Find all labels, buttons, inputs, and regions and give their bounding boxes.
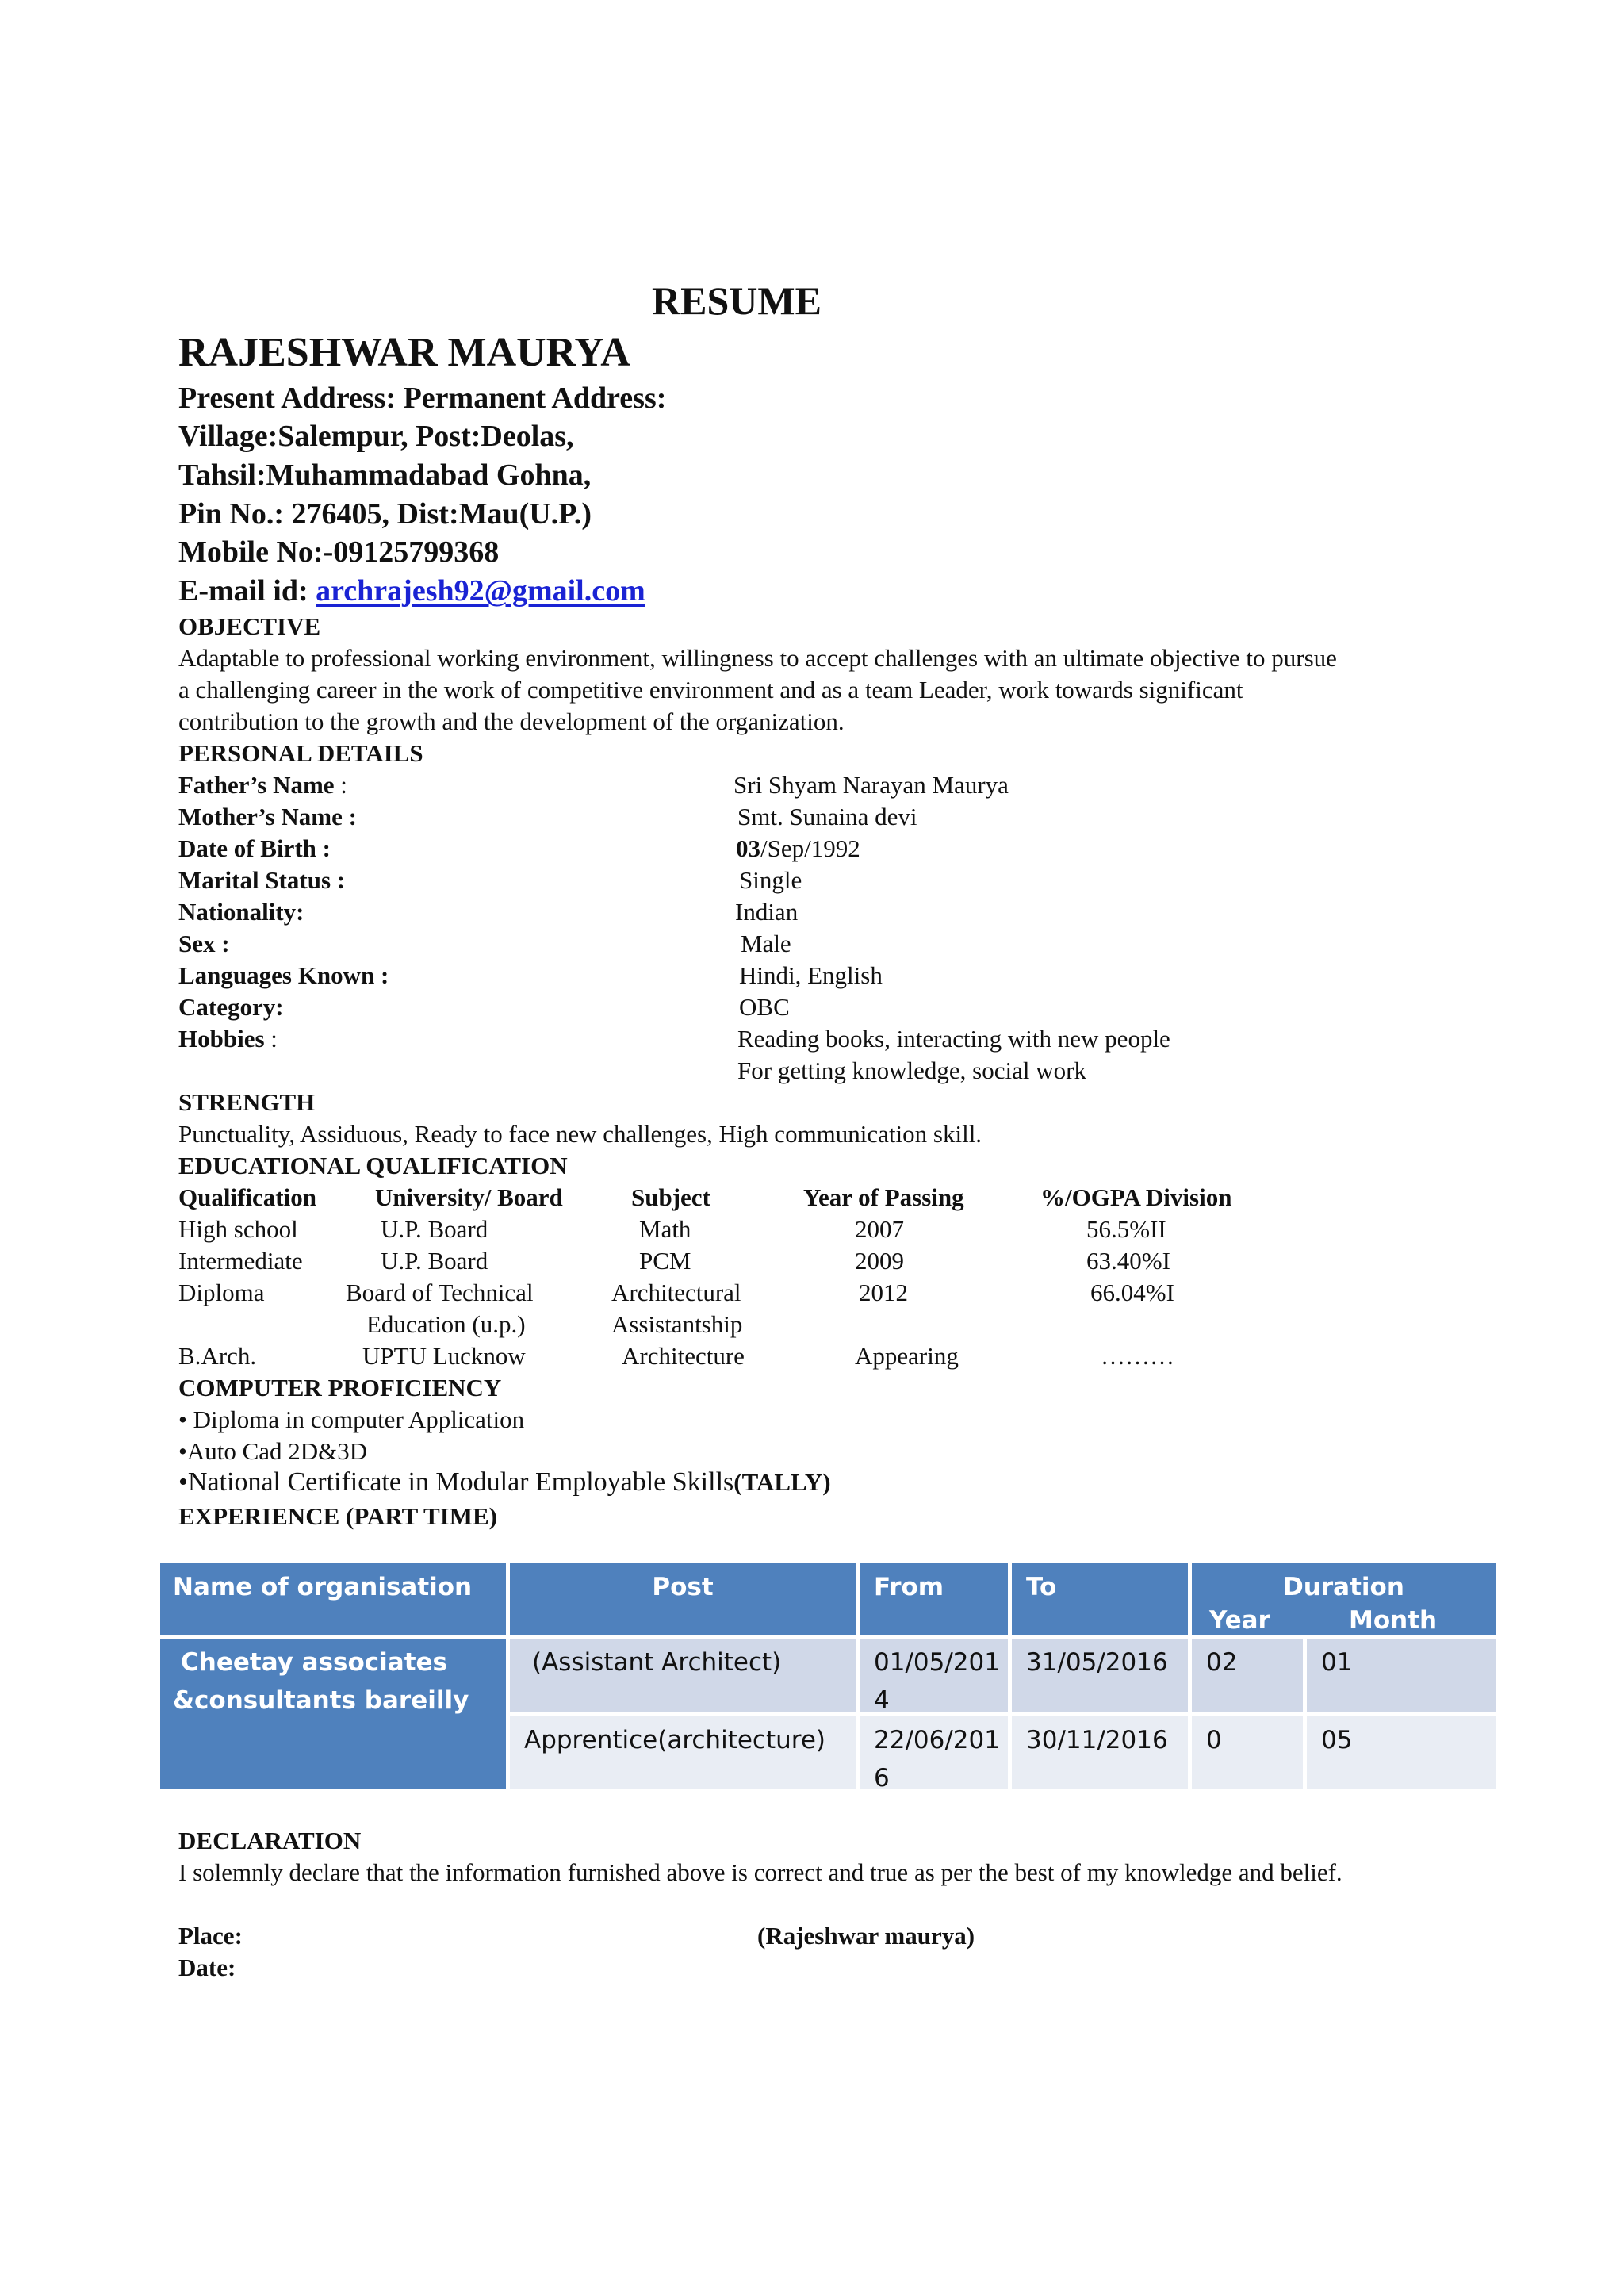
education-cell: Diploma: [178, 1279, 265, 1306]
education-cell: 2009: [855, 1247, 904, 1275]
education-column-header: Subject: [631, 1183, 710, 1211]
education-cell: PCM: [639, 1247, 691, 1275]
education-column-header: %/OGPA Division: [1040, 1183, 1232, 1211]
personal-details-heading: PERSONAL DETAILS: [178, 739, 423, 767]
personal-value: [736, 834, 860, 863]
personal-label: Marital Status :: [178, 866, 346, 894]
education-cell: Architectural: [611, 1279, 741, 1306]
education-column-header: Year of Passing: [803, 1183, 964, 1211]
personal-row: [178, 771, 347, 799]
email-label: E-mail id:: [178, 574, 316, 608]
personal-value: Smt. Sunaina devi: [737, 803, 917, 830]
personal-label: Category:: [178, 993, 284, 1021]
education-cell: 66.04%I: [1090, 1279, 1174, 1306]
computer-item: [178, 1467, 831, 1497]
education-cell: 2012: [859, 1279, 908, 1306]
computer-item: •Auto Cad 2D&3D: [178, 1437, 368, 1465]
education-cell: 63.40%I: [1086, 1247, 1170, 1275]
experience-heading: EXPERIENCE (PART TIME): [178, 1502, 497, 1530]
table-header-org: Name of organisation: [160, 1563, 506, 1635]
personal-label: Mother’s Name :: [178, 803, 357, 830]
personal-value: For getting knowledge, social work: [737, 1056, 1086, 1084]
objective-heading: OBJECTIVE: [178, 612, 321, 640]
table-cell-post: Apprentice(architecture): [510, 1716, 856, 1789]
table-header-to: To: [1012, 1563, 1188, 1635]
signature-name: (Rajeshwar maurya): [757, 1922, 975, 1950]
education-cell: 2007: [855, 1215, 904, 1243]
education-cell: ………: [1101, 1342, 1174, 1370]
personal-value: Single: [739, 866, 802, 894]
table-cell-from: [860, 1716, 1008, 1793]
table-cell-organisation: [160, 1639, 506, 1789]
declaration-heading: DECLARATION: [178, 1827, 362, 1854]
table-cell-month: 05: [1307, 1716, 1496, 1789]
personal-value: Male: [741, 930, 791, 957]
table-cell-month: 01: [1307, 1639, 1496, 1712]
personal-separator: :: [264, 1025, 278, 1053]
objective-text: Adaptable to professional working environment, willingness to accept challenges with an ultimate objective to pursue a challenging career in the work of competitive environment and as a team Leader, work towards significant contribution to the growth and the development of the organization.: [178, 644, 1337, 735]
computer-heading: COMPUTER PROFICIENCY: [178, 1374, 502, 1401]
education-cell: U.P. Board: [381, 1247, 488, 1275]
personal-label: Nationality:: [178, 898, 304, 926]
computer-item-bold: (TALLY): [733, 1468, 831, 1496]
education-column-header: University/ Board: [375, 1183, 563, 1211]
table-header-post: Post: [510, 1563, 856, 1635]
personal-label: Father’s Name: [178, 771, 335, 799]
education-cell: Board of Technical: [346, 1279, 534, 1306]
table-cell-year: 02: [1192, 1639, 1303, 1712]
email-link[interactable]: archrajesh92@gmail.com: [316, 574, 645, 608]
personal-row: [178, 1025, 278, 1053]
education-cell: Intermediate: [178, 1247, 303, 1275]
education-cell: B.Arch.: [178, 1342, 257, 1370]
document-title: RESUME: [652, 278, 822, 323]
duration-label: Duration: [1283, 1573, 1404, 1601]
from-date-part-2: 4: [874, 1686, 890, 1715]
email-line: [178, 573, 645, 608]
address-line-3: Tahsil:Muhammadabad Gohna,: [178, 458, 592, 492]
education-cell: Assistantship: [611, 1310, 743, 1338]
personal-value: Sri Shyam Narayan Maurya: [733, 771, 1009, 799]
table-header-duration: [1192, 1563, 1496, 1635]
education-cell: Math: [639, 1215, 691, 1243]
table-cell-to: 30/11/2016: [1012, 1716, 1188, 1789]
education-cell: High school: [178, 1215, 298, 1243]
personal-label: Hobbies: [178, 1025, 265, 1053]
personal-value: Indian: [735, 898, 799, 926]
table-cell-year: 0: [1192, 1716, 1303, 1789]
place-label: Place:: [178, 1922, 243, 1950]
strength-text: Punctuality, Assiduous, Ready to face new challenges, High communication skill.: [178, 1120, 982, 1148]
personal-label: Sex :: [178, 930, 230, 957]
address-line-2: Village:Salempur, Post:Deolas,: [178, 420, 574, 453]
mobile-number: Mobile No:-09125799368: [178, 535, 500, 569]
education-column-header: Qualification: [178, 1183, 316, 1211]
education-cell: UPTU Lucknow: [362, 1342, 526, 1370]
date-label: Date:: [178, 1954, 236, 1981]
birth-month-year: /Sep/1992: [760, 834, 860, 862]
organisation-line-2: &consultants bareilly: [173, 1686, 469, 1715]
duration-month-label: Month: [1349, 1606, 1438, 1635]
personal-value: Reading books, interacting with new people: [737, 1025, 1170, 1053]
computer-item-text: •National Certificate in Modular Employable Skills: [178, 1467, 734, 1497]
address-line-4: Pin No.: 276405, Dist:Mau(U.P.): [178, 497, 592, 531]
computer-item: • Diploma in computer Application: [178, 1405, 525, 1433]
table-cell-to: 31/05/2016: [1012, 1639, 1188, 1712]
declaration-text: I solemnly declare that the information furnished above is correct and true as per the best of my knowledge and belief.: [178, 1858, 1342, 1886]
personal-label: Date of Birth :: [178, 834, 331, 862]
education-cell: 56.5%II: [1086, 1215, 1166, 1243]
from-date-part-1: 22/06/201: [874, 1726, 1000, 1754]
education-cell: U.P. Board: [381, 1215, 488, 1243]
candidate-name: RAJESHWAR MAURYA: [178, 330, 630, 375]
organisation-line-1: Cheetay associates: [181, 1648, 447, 1677]
table-cell-from: [860, 1639, 1008, 1715]
education-cell: Education (u.p.): [366, 1310, 526, 1338]
birth-day: 03: [736, 834, 760, 862]
personal-label: Languages Known :: [178, 961, 389, 989]
personal-separator: :: [334, 771, 347, 799]
personal-value: OBC: [739, 993, 790, 1021]
education-cell: Appearing: [855, 1342, 959, 1370]
personal-value: Hindi, English: [739, 961, 883, 989]
table-cell-post: (Assistant Architect): [510, 1639, 856, 1712]
duration-year-label: Year: [1209, 1606, 1270, 1635]
education-heading: EDUCATIONAL QUALIFICATION: [178, 1152, 568, 1179]
address-line-1: Present Address: Permanent Address:: [178, 382, 667, 415]
from-date-part-1: 01/05/201: [874, 1648, 1000, 1677]
education-cell: Architecture: [622, 1342, 745, 1370]
strength-heading: STRENGTH: [178, 1088, 316, 1116]
from-date-part-2: 6: [874, 1764, 890, 1793]
table-header-from: From: [860, 1563, 1008, 1635]
